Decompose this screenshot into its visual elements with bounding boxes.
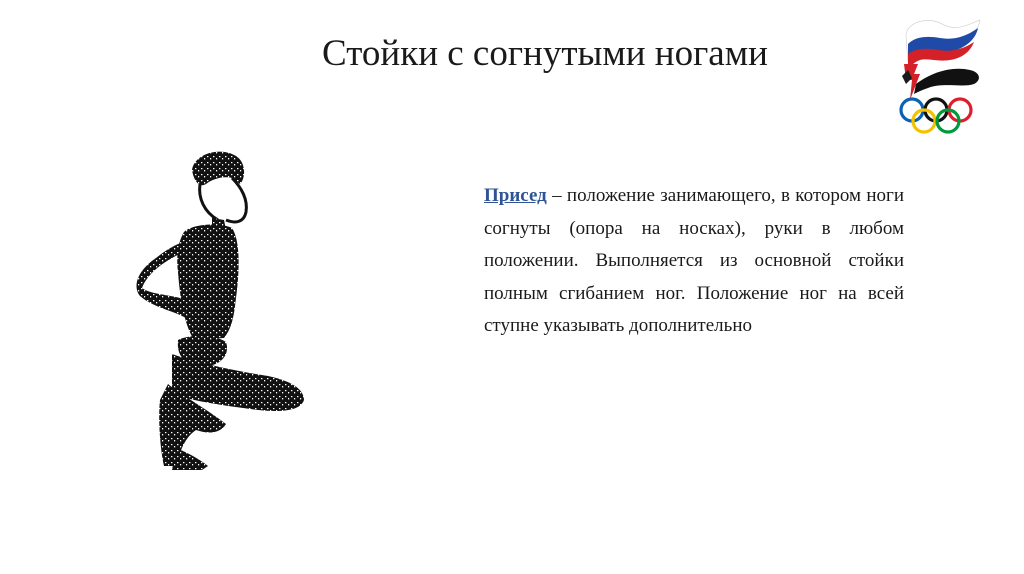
squatting-athlete-icon — [128, 148, 328, 478]
definition-paragraph — [484, 180, 904, 343]
olympic-emblem-icon — [888, 14, 988, 138]
title-area — [0, 0, 1024, 100]
term-link[interactable]: Присед — [484, 185, 547, 206]
definition-text: – положение занимающего, в котором ноги согнуты (опора на носках), руки в любом положении. Выполняется из основной стойки полным сгибанием ног. Положение ног на всей ступне указывать дополнительно — [484, 185, 904, 336]
slide-title: Стойки с согнутыми ногами — [322, 33, 768, 74]
